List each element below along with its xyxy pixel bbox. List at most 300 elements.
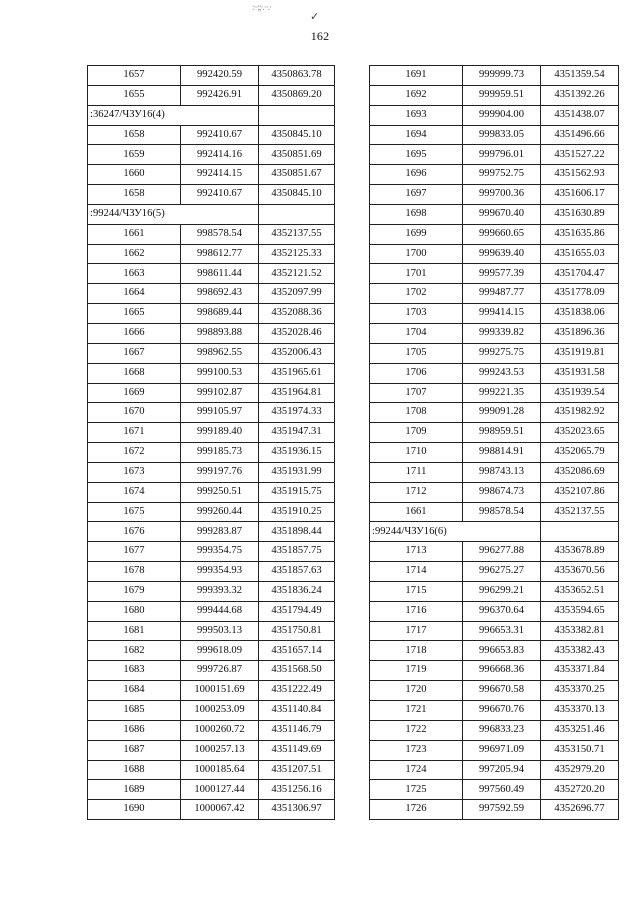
coordinate-row bbox=[88, 165, 335, 185]
coordinate-row bbox=[88, 343, 335, 363]
point-number-cell: 1701 bbox=[370, 264, 463, 284]
y-coordinate-cell: 4353370.13 bbox=[541, 701, 619, 721]
x-coordinate-cell: 998578.54 bbox=[463, 502, 541, 522]
x-coordinate-cell: 999243.53 bbox=[463, 363, 541, 383]
section-header-row bbox=[88, 105, 335, 125]
coordinate-row bbox=[88, 323, 335, 343]
point-number-cell: 1677 bbox=[88, 542, 181, 562]
y-coordinate-cell: 4352137.55 bbox=[541, 502, 619, 522]
x-coordinate-cell: 999275.75 bbox=[463, 343, 541, 363]
y-coordinate-cell: 4352121.52 bbox=[259, 264, 335, 284]
y-coordinate-cell: 4352125.33 bbox=[259, 244, 335, 264]
coordinate-row bbox=[88, 85, 335, 105]
x-coordinate-cell: 999091.28 bbox=[463, 403, 541, 423]
x-coordinate-cell: 999577.39 bbox=[463, 264, 541, 284]
point-number-cell: 1700 bbox=[370, 244, 463, 264]
x-coordinate-cell: 999639.40 bbox=[463, 244, 541, 264]
coordinate-row bbox=[370, 641, 619, 661]
y-coordinate-cell: 4351857.63 bbox=[259, 562, 335, 582]
page-number: 162 bbox=[310, 29, 330, 43]
x-coordinate-cell: 997205.94 bbox=[463, 760, 541, 780]
x-coordinate-cell: 996971.09 bbox=[463, 740, 541, 760]
point-number-cell: 1715 bbox=[370, 581, 463, 601]
coordinate-row bbox=[88, 581, 335, 601]
point-number-cell: 1665 bbox=[88, 304, 181, 324]
section-label: :99244/ЧЗУ16(6) bbox=[370, 522, 541, 542]
point-number-cell: 1695 bbox=[370, 145, 463, 165]
x-coordinate-cell: 1000127.44 bbox=[181, 780, 259, 800]
point-number-cell: 1718 bbox=[370, 641, 463, 661]
x-coordinate-cell: 1000260.72 bbox=[181, 720, 259, 740]
point-number-cell: 1660 bbox=[88, 165, 181, 185]
point-number-cell: 1709 bbox=[370, 423, 463, 443]
x-coordinate-cell: 999260.44 bbox=[181, 502, 259, 522]
x-coordinate-cell: 999618.09 bbox=[181, 641, 259, 661]
y-coordinate-cell: 4353251.46 bbox=[541, 720, 619, 740]
x-coordinate-cell: 1000067.42 bbox=[181, 800, 259, 820]
x-coordinate-cell: 998611.44 bbox=[181, 264, 259, 284]
x-coordinate-cell: 999283.87 bbox=[181, 522, 259, 542]
x-coordinate-cell: 999904.00 bbox=[463, 105, 541, 125]
point-number-cell: 1676 bbox=[88, 522, 181, 542]
coordinate-row bbox=[88, 522, 335, 542]
x-coordinate-cell: 992420.59 bbox=[181, 66, 259, 86]
x-coordinate-cell: 999999.73 bbox=[463, 66, 541, 86]
point-number-cell: 1697 bbox=[370, 185, 463, 205]
coordinate-row bbox=[88, 661, 335, 681]
y-coordinate-cell: 4351838.06 bbox=[541, 304, 619, 324]
y-coordinate-cell: 4352088.36 bbox=[259, 304, 335, 324]
y-coordinate-cell: 4352097.99 bbox=[259, 284, 335, 304]
x-coordinate-cell: 998612.77 bbox=[181, 244, 259, 264]
y-coordinate-cell: 4351794.49 bbox=[259, 601, 335, 621]
y-coordinate-cell: 4351222.49 bbox=[259, 681, 335, 701]
y-coordinate-cell: 4350863.78 bbox=[259, 66, 335, 86]
point-number-cell: 1663 bbox=[88, 264, 181, 284]
point-number-cell: 1686 bbox=[88, 720, 181, 740]
coordinate-row bbox=[88, 66, 335, 86]
x-coordinate-cell: 996670.58 bbox=[463, 681, 541, 701]
y-coordinate-cell: 4351910.25 bbox=[259, 502, 335, 522]
x-coordinate-cell: 999100.53 bbox=[181, 363, 259, 383]
y-coordinate-cell: 4351306.97 bbox=[259, 800, 335, 820]
y-coordinate-cell: 4351915.75 bbox=[259, 482, 335, 502]
point-number-cell: 1664 bbox=[88, 284, 181, 304]
y-coordinate-cell: 4352720.20 bbox=[541, 780, 619, 800]
x-coordinate-cell: 999670.40 bbox=[463, 204, 541, 224]
x-coordinate-cell: 999189.40 bbox=[181, 423, 259, 443]
point-number-cell: 1720 bbox=[370, 681, 463, 701]
point-number-cell: 1721 bbox=[370, 701, 463, 721]
y-coordinate-cell: 4352979.20 bbox=[541, 760, 619, 780]
x-coordinate-cell: 999250.51 bbox=[181, 482, 259, 502]
coordinate-row bbox=[370, 185, 619, 205]
coordinate-row bbox=[88, 403, 335, 423]
x-coordinate-cell: 999660.65 bbox=[463, 224, 541, 244]
coordinate-row bbox=[370, 165, 619, 185]
x-coordinate-cell: 998959.51 bbox=[463, 423, 541, 443]
y-coordinate-cell: 4351857.75 bbox=[259, 542, 335, 562]
coordinate-row bbox=[88, 383, 335, 403]
y-coordinate-cell: 4353382.43 bbox=[541, 641, 619, 661]
y-coordinate-cell: 4351630.89 bbox=[541, 204, 619, 224]
y-coordinate-cell: 4353370.25 bbox=[541, 681, 619, 701]
point-number-cell: 1687 bbox=[88, 740, 181, 760]
y-coordinate-cell: 4351931.99 bbox=[259, 462, 335, 482]
x-coordinate-cell: 998893.88 bbox=[181, 323, 259, 343]
point-number-cell: 1690 bbox=[88, 800, 181, 820]
coordinate-row bbox=[88, 264, 335, 284]
coordinate-row bbox=[370, 224, 619, 244]
x-coordinate-cell: 996653.83 bbox=[463, 641, 541, 661]
point-number-cell: 1693 bbox=[370, 105, 463, 125]
point-number-cell: 1726 bbox=[370, 800, 463, 820]
coordinate-row bbox=[88, 363, 335, 383]
point-number-cell: 1714 bbox=[370, 562, 463, 582]
x-coordinate-cell: 1000253.09 bbox=[181, 701, 259, 721]
x-coordinate-cell: 996277.88 bbox=[463, 542, 541, 562]
empty-cell bbox=[259, 105, 335, 125]
point-number-cell: 1724 bbox=[370, 760, 463, 780]
x-coordinate-cell: 997592.59 bbox=[463, 800, 541, 820]
coordinate-row bbox=[88, 562, 335, 582]
y-coordinate-cell: 4351149.69 bbox=[259, 740, 335, 760]
y-coordinate-cell: 4351931.58 bbox=[541, 363, 619, 383]
point-number-cell: 1667 bbox=[88, 343, 181, 363]
point-number-cell: 1703 bbox=[370, 304, 463, 324]
point-number-cell: 1692 bbox=[370, 85, 463, 105]
y-coordinate-cell: 4351392.26 bbox=[541, 85, 619, 105]
section-header-row bbox=[88, 204, 335, 224]
y-coordinate-cell: 4352137.55 bbox=[259, 224, 335, 244]
section-label: :99244/ЧЗУ16(5) bbox=[88, 204, 259, 224]
y-coordinate-cell: 4351898.44 bbox=[259, 522, 335, 542]
x-coordinate-cell: 992426.91 bbox=[181, 85, 259, 105]
coordinate-row bbox=[88, 185, 335, 205]
y-coordinate-cell: 4351919.81 bbox=[541, 343, 619, 363]
coordinate-row bbox=[370, 720, 619, 740]
y-coordinate-cell: 4351359.54 bbox=[541, 66, 619, 86]
y-coordinate-cell: 4351562.93 bbox=[541, 165, 619, 185]
coordinate-row bbox=[370, 581, 619, 601]
y-coordinate-cell: 4352023.65 bbox=[541, 423, 619, 443]
y-coordinate-cell: 4350845.10 bbox=[259, 125, 335, 145]
point-number-cell: 1679 bbox=[88, 581, 181, 601]
y-coordinate-cell: 4351256.16 bbox=[259, 780, 335, 800]
coordinate-row bbox=[88, 780, 335, 800]
x-coordinate-cell: 996653.31 bbox=[463, 621, 541, 641]
point-number-cell: 1675 bbox=[88, 502, 181, 522]
point-number-cell: 1673 bbox=[88, 462, 181, 482]
coordinate-row bbox=[370, 661, 619, 681]
y-coordinate-cell: 4350845.10 bbox=[259, 185, 335, 205]
point-number-cell: 1657 bbox=[88, 66, 181, 86]
x-coordinate-cell: 999339.82 bbox=[463, 323, 541, 343]
x-coordinate-cell: 992410.67 bbox=[181, 185, 259, 205]
coordinate-row bbox=[88, 462, 335, 482]
coordinate-row bbox=[88, 601, 335, 621]
point-number-cell: 1683 bbox=[88, 661, 181, 681]
point-number-cell: 1678 bbox=[88, 562, 181, 582]
coordinate-row bbox=[88, 720, 335, 740]
point-number-cell: 1680 bbox=[88, 601, 181, 621]
coordinate-row bbox=[88, 125, 335, 145]
y-coordinate-cell: 4351438.07 bbox=[541, 105, 619, 125]
point-number-cell: 1666 bbox=[88, 323, 181, 343]
point-number-cell: 1671 bbox=[88, 423, 181, 443]
coordinate-row bbox=[88, 304, 335, 324]
coordinate-row bbox=[88, 800, 335, 820]
coordinate-row bbox=[370, 125, 619, 145]
y-coordinate-cell: 4352086.69 bbox=[541, 462, 619, 482]
y-coordinate-cell: 4351964.81 bbox=[259, 383, 335, 403]
coordinate-row bbox=[370, 284, 619, 304]
x-coordinate-cell: 998689.44 bbox=[181, 304, 259, 324]
empty-cell bbox=[259, 204, 335, 224]
section-label: :36247/ЧЗУ16(4) bbox=[88, 105, 259, 125]
coordinate-row bbox=[370, 423, 619, 443]
x-coordinate-cell: 996299.21 bbox=[463, 581, 541, 601]
y-coordinate-cell: 4353670.56 bbox=[541, 562, 619, 582]
x-coordinate-cell: 999752.75 bbox=[463, 165, 541, 185]
x-coordinate-cell: 998578.54 bbox=[181, 224, 259, 244]
x-coordinate-cell: 992414.15 bbox=[181, 165, 259, 185]
x-coordinate-cell: 996833.23 bbox=[463, 720, 541, 740]
point-number-cell: 1696 bbox=[370, 165, 463, 185]
point-number-cell: 1685 bbox=[88, 701, 181, 721]
y-coordinate-cell: 4352065.79 bbox=[541, 443, 619, 463]
coordinate-row bbox=[370, 502, 619, 522]
coordinate-row bbox=[370, 204, 619, 224]
y-coordinate-cell: 4351974.33 bbox=[259, 403, 335, 423]
point-number-cell: 1722 bbox=[370, 720, 463, 740]
point-number-cell: 1710 bbox=[370, 443, 463, 463]
point-number-cell: 1672 bbox=[88, 443, 181, 463]
y-coordinate-cell: 4353371.84 bbox=[541, 661, 619, 681]
y-coordinate-cell: 4351635.86 bbox=[541, 224, 619, 244]
point-number-cell: 1691 bbox=[370, 66, 463, 86]
x-coordinate-cell: 999197.76 bbox=[181, 462, 259, 482]
point-number-cell: 1702 bbox=[370, 284, 463, 304]
y-coordinate-cell: 4351496.66 bbox=[541, 125, 619, 145]
coordinate-row bbox=[370, 304, 619, 324]
point-number-cell: 1705 bbox=[370, 343, 463, 363]
x-coordinate-cell: 996275.27 bbox=[463, 562, 541, 582]
point-number-cell: 1725 bbox=[370, 780, 463, 800]
x-coordinate-cell: 992414.16 bbox=[181, 145, 259, 165]
coordinate-row bbox=[370, 542, 619, 562]
x-coordinate-cell: 998962.55 bbox=[181, 343, 259, 363]
point-number-cell: 1659 bbox=[88, 145, 181, 165]
x-coordinate-cell: 999414.15 bbox=[463, 304, 541, 324]
y-coordinate-cell: 4352028.46 bbox=[259, 323, 335, 343]
coordinate-row bbox=[88, 502, 335, 522]
coordinate-row bbox=[88, 244, 335, 264]
coordinate-row bbox=[370, 403, 619, 423]
x-coordinate-cell: 998814.91 bbox=[463, 443, 541, 463]
x-coordinate-cell: 1000185.64 bbox=[181, 760, 259, 780]
point-number-cell: 1669 bbox=[88, 383, 181, 403]
y-coordinate-cell: 4351655.03 bbox=[541, 244, 619, 264]
point-number-cell: 1674 bbox=[88, 482, 181, 502]
point-number-cell: 1688 bbox=[88, 760, 181, 780]
x-coordinate-cell: 996670.76 bbox=[463, 701, 541, 721]
coordinate-row bbox=[370, 244, 619, 264]
y-coordinate-cell: 4353594.65 bbox=[541, 601, 619, 621]
point-number-cell: 1704 bbox=[370, 323, 463, 343]
x-coordinate-cell: 999354.93 bbox=[181, 562, 259, 582]
coordinate-row bbox=[88, 621, 335, 641]
y-coordinate-cell: 4351939.54 bbox=[541, 383, 619, 403]
coordinate-row bbox=[88, 284, 335, 304]
coordinate-row bbox=[370, 323, 619, 343]
y-coordinate-cell: 4353652.51 bbox=[541, 581, 619, 601]
coordinate-row bbox=[370, 601, 619, 621]
x-coordinate-cell: 998692.43 bbox=[181, 284, 259, 304]
coordinate-row bbox=[88, 760, 335, 780]
coordinate-row bbox=[370, 363, 619, 383]
y-coordinate-cell: 4351965.61 bbox=[259, 363, 335, 383]
x-coordinate-cell: 999726.87 bbox=[181, 661, 259, 681]
point-number-cell: 1662 bbox=[88, 244, 181, 264]
point-number-cell: 1694 bbox=[370, 125, 463, 145]
point-number-cell: 1706 bbox=[370, 363, 463, 383]
y-coordinate-cell: 4351140.84 bbox=[259, 701, 335, 721]
y-coordinate-cell: 4351750.81 bbox=[259, 621, 335, 641]
coordinate-row bbox=[88, 641, 335, 661]
coordinate-row bbox=[88, 681, 335, 701]
x-coordinate-cell: 999487.77 bbox=[463, 284, 541, 304]
point-number-cell: 1698 bbox=[370, 204, 463, 224]
y-coordinate-cell: 4351896.36 bbox=[541, 323, 619, 343]
empty-cell bbox=[541, 522, 619, 542]
y-coordinate-cell: 4352696.77 bbox=[541, 800, 619, 820]
coordinate-row bbox=[88, 542, 335, 562]
y-coordinate-cell: 4351704.47 bbox=[541, 264, 619, 284]
coordinate-row bbox=[370, 562, 619, 582]
x-coordinate-cell: 999105.97 bbox=[181, 403, 259, 423]
y-coordinate-cell: 4351657.14 bbox=[259, 641, 335, 661]
coordinate-row bbox=[370, 701, 619, 721]
y-coordinate-cell: 4351947.31 bbox=[259, 423, 335, 443]
x-coordinate-cell: 999354.75 bbox=[181, 542, 259, 562]
x-coordinate-cell: 997560.49 bbox=[463, 780, 541, 800]
point-number-cell: 1682 bbox=[88, 641, 181, 661]
coordinate-row bbox=[370, 85, 619, 105]
coordinate-row bbox=[88, 443, 335, 463]
coordinate-row bbox=[370, 443, 619, 463]
y-coordinate-cell: 4351207.51 bbox=[259, 760, 335, 780]
coordinate-row bbox=[370, 760, 619, 780]
coordinate-row bbox=[370, 462, 619, 482]
coordinate-row bbox=[370, 740, 619, 760]
y-coordinate-cell: 4351527.22 bbox=[541, 145, 619, 165]
x-coordinate-cell: 992410.67 bbox=[181, 125, 259, 145]
x-coordinate-cell: 999700.36 bbox=[463, 185, 541, 205]
x-coordinate-cell: 996370.64 bbox=[463, 601, 541, 621]
y-coordinate-cell: 4353678.89 bbox=[541, 542, 619, 562]
coordinate-row bbox=[88, 740, 335, 760]
scan-artifact: :··;;·.··.· ✓ bbox=[252, 2, 319, 23]
x-coordinate-cell: 999959.51 bbox=[463, 85, 541, 105]
coordinate-row bbox=[370, 621, 619, 641]
point-number-cell: 1699 bbox=[370, 224, 463, 244]
x-coordinate-cell: 999796.01 bbox=[463, 145, 541, 165]
y-coordinate-cell: 4350851.69 bbox=[259, 145, 335, 165]
x-coordinate-cell: 999185.73 bbox=[181, 443, 259, 463]
x-coordinate-cell: 999221.35 bbox=[463, 383, 541, 403]
point-number-cell: 1719 bbox=[370, 661, 463, 681]
x-coordinate-cell: 999503.13 bbox=[181, 621, 259, 641]
point-number-cell: 1681 bbox=[88, 621, 181, 641]
x-coordinate-cell: 996668.36 bbox=[463, 661, 541, 681]
point-number-cell: 1655 bbox=[88, 85, 181, 105]
y-coordinate-cell: 4351568.50 bbox=[259, 661, 335, 681]
y-coordinate-cell: 4350869.20 bbox=[259, 85, 335, 105]
x-coordinate-cell: 998743.13 bbox=[463, 462, 541, 482]
x-coordinate-cell: 999393.32 bbox=[181, 581, 259, 601]
section-header-row bbox=[370, 522, 619, 542]
point-number-cell: 1661 bbox=[88, 224, 181, 244]
x-coordinate-cell: 1000257.13 bbox=[181, 740, 259, 760]
coordinates-table-right bbox=[369, 65, 619, 820]
y-coordinate-cell: 4351936.15 bbox=[259, 443, 335, 463]
coordinate-row bbox=[370, 105, 619, 125]
point-number-cell: 1658 bbox=[88, 125, 181, 145]
point-number-cell: 1684 bbox=[88, 681, 181, 701]
y-coordinate-cell: 4351146.79 bbox=[259, 720, 335, 740]
point-number-cell: 1707 bbox=[370, 383, 463, 403]
y-coordinate-cell: 4352107.86 bbox=[541, 482, 619, 502]
x-coordinate-cell: 998674.73 bbox=[463, 482, 541, 502]
point-number-cell: 1708 bbox=[370, 403, 463, 423]
coordinate-row bbox=[88, 145, 335, 165]
y-coordinate-cell: 4351778.09 bbox=[541, 284, 619, 304]
point-number-cell: 1661 bbox=[370, 502, 463, 522]
point-number-cell: 1689 bbox=[88, 780, 181, 800]
y-coordinate-cell: 4351836.24 bbox=[259, 581, 335, 601]
coordinate-row bbox=[370, 264, 619, 284]
y-coordinate-cell: 4353382.81 bbox=[541, 621, 619, 641]
coordinate-row bbox=[370, 66, 619, 86]
point-number-cell: 1712 bbox=[370, 482, 463, 502]
coordinate-row bbox=[370, 145, 619, 165]
y-coordinate-cell: 4351982.92 bbox=[541, 403, 619, 423]
y-coordinate-cell: 4351606.17 bbox=[541, 185, 619, 205]
point-number-cell: 1711 bbox=[370, 462, 463, 482]
coordinate-row bbox=[370, 780, 619, 800]
y-coordinate-cell: 4353150.71 bbox=[541, 740, 619, 760]
point-number-cell: 1658 bbox=[88, 185, 181, 205]
coordinate-row bbox=[370, 482, 619, 502]
point-number-cell: 1670 bbox=[88, 403, 181, 423]
point-number-cell: 1713 bbox=[370, 542, 463, 562]
y-coordinate-cell: 4350851.67 bbox=[259, 165, 335, 185]
x-coordinate-cell: 999833.05 bbox=[463, 125, 541, 145]
coordinate-row bbox=[88, 701, 335, 721]
y-coordinate-cell: 4352006.43 bbox=[259, 343, 335, 363]
coordinate-row bbox=[370, 800, 619, 820]
coordinate-row bbox=[370, 383, 619, 403]
coordinate-row bbox=[88, 224, 335, 244]
coordinate-row bbox=[370, 681, 619, 701]
point-number-cell: 1668 bbox=[88, 363, 181, 383]
point-number-cell: 1717 bbox=[370, 621, 463, 641]
coordinate-row bbox=[370, 343, 619, 363]
x-coordinate-cell: 1000151.69 bbox=[181, 681, 259, 701]
point-number-cell: 1716 bbox=[370, 601, 463, 621]
coordinate-row bbox=[88, 423, 335, 443]
